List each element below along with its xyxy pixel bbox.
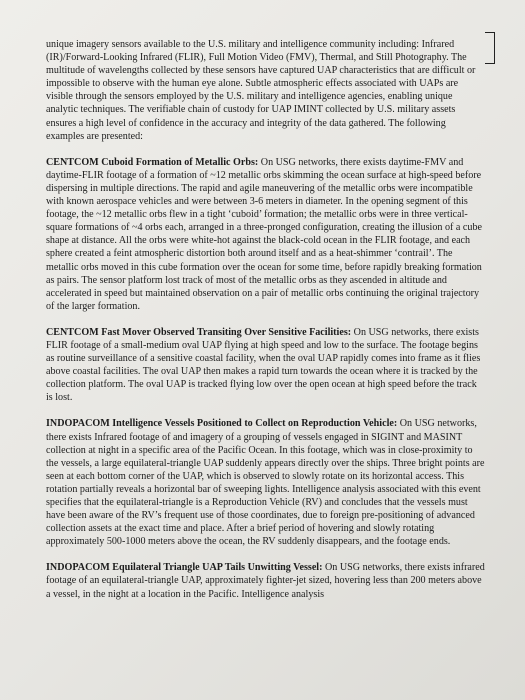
section-centcom-fast-mover	[46, 326, 485, 405]
section-body: On USG networks, there exists FLIR footage of a small-medium oval UAP flying at high speed and low to the surface. The footage begins as routine surveillance of a sensitive coastal facility, when the oval UAP rapidly comes into frame as it flies above coastal facilities. The oval UAP then makes a rapid turn towards the ocean where it is tracked by the collection platform. The oval UAP is tracked flying low over the open ocean at high speed before the track is lost.	[46, 326, 481, 404]
section-heading: INDOPACOM Equilateral Triangle UAP Tails Unwitting Vessel:	[46, 562, 323, 574]
section-heading: CENTCOM Fast Mover Observed Transiting Over Sensitive Facilities:	[46, 326, 352, 338]
section-centcom-cuboid	[46, 156, 485, 313]
section-indopacom-triangle	[46, 561, 485, 600]
section-indopacom-vessels	[46, 417, 485, 548]
margin-bracket-mark	[485, 32, 495, 64]
section-heading: INDOPACOM Intelligence Vessels Positioned to Collect on Reproduction Vehicle:	[46, 418, 398, 430]
section-body: On USG networks, there exists Infrared footage of and imagery of a grouping of vessels engaged in SIGINT and MASINT collection at night in a specific area of the Pacific Ocean. In this footage, which was in close-proximity to the vessels, a large equilateral-triangle UAP suddenly appears directly over the ships. Three bright points are seen at each bottom corner of the UAP, which is observed to slowly rotate on its horizontal access. This rotation partially reveals a horizontal bar of sweeping lights. Intelligence analysis associated with this event specifies that the equilateral-triangle is a Reproduction Vehicle (RV) and concludes that the vessels must have been aware of the RV’s frequent use of those coordinates, due to foreign pre-positioning of advanced collection assets at the exact time and place. After a brief period of hovering and slowly rotating approximately 500-1000 meters above the ocean, the RV suddenly disappears, and the footage ends.	[46, 418, 485, 548]
section-body: On USG networks, there exists daytime-FMV and daytime-FLIR footage of a formation of ~12 metallic orbs skimming the ocean surface at high-speed before dispersing in multiple directions. The rapid and agile maneuvering of the metallic orbs were incompatible with known aerospace vehicles and were between 3-6 meters in diameter. In the opening segment of this footage, the ~12 metallic orbs flew in a tight ‘cuboid’ formation; the metallic orbs were in three vertical-square formations of ~4 orbs each, arranged in a three-pronged configuration, creating the illusion of a cube shape at distance. All the orbs were white-hot against the black-cold ocean in the FLIR footage, and each sphere created a feint atmospheric distortion both around itself and as a heat-shimmer ‘contrail’. The metallic orbs moved in this cube formation over the ocean for some time, before rapidly breaking formation as pairs. The sensor platform lost track of most of the metallic orbs as they ascended in altitude and accelerated in speed but maintained observation on a pair of metallic orbs continuing the original trajectory of the larger formation.	[46, 156, 482, 312]
section-body: On USG networks, there exists infrared footage of an equilateral-triangle UAP, approximately fighter-jet sized, hovering less than 200 meters above a vessel, in the night at a location in the Pacific. Intelligence analysis	[46, 562, 485, 600]
intro-paragraph: unique imagery sensors available to the U.S. military and intelligence community including: Infrared (IR)/Forward-Looking Infrared (FLIR), Full Motion Video (FMV), Thermal, and Still Photography. The multitude of wavelengths collected by these sensors have captured UAP characteristics that are difficult or impossible to observe with the human eye alone. Subtle atmospheric effects associated with UAPs are visible through the sensors employed by the U.S. military and intelligence agencies, enabling unique analytic techniques. The verifiable chain of custody for UAP IMINT collected by U.S. military assets ensures a high level of confidence in the accuracy and integrity of the data gathered. The following examples are presented:	[46, 39, 476, 142]
section-heading: CENTCOM Cuboid Formation of Metallic Orbs:	[46, 156, 259, 168]
